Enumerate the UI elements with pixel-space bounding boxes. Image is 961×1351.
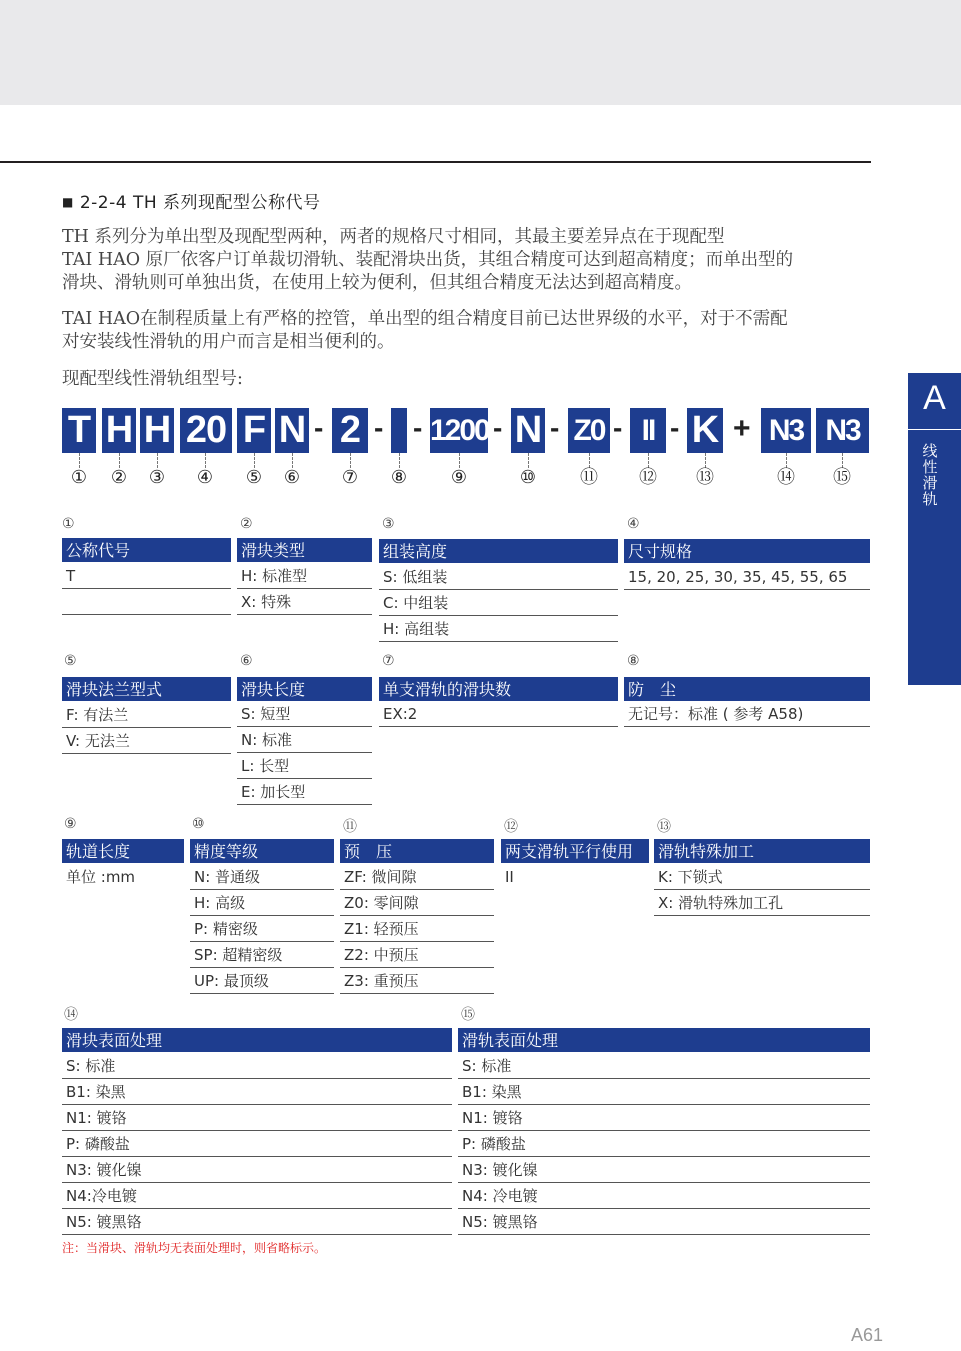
code-index: ⑦: [341, 467, 359, 487]
para-line: TH 系列分为单出型及现配型两种，两者的规格尺寸相同，其最主要差异点在于现配型: [62, 227, 725, 247]
table-header: 公称代号: [62, 537, 231, 562]
connector-line: [205, 453, 207, 468]
connector-line: [705, 453, 707, 468]
table-row: N5: 镀黑铬: [62, 1209, 452, 1235]
table-row: S: 标准: [62, 1053, 452, 1079]
table-row: T: [62, 563, 231, 589]
table-row: H: 高级: [190, 890, 334, 916]
code-index: ④: [196, 467, 214, 487]
table-row: Z2: 中预压: [340, 942, 494, 968]
chapter-char: 轨: [922, 490, 938, 508]
table-header: 防 尘: [624, 676, 870, 701]
code-index: ⑥: [283, 467, 301, 487]
table-number: ⑦: [382, 653, 395, 669]
connector-line: [589, 453, 591, 468]
table-row: S: 短型: [237, 701, 372, 727]
connector-line: [648, 453, 650, 468]
code-box: H: [102, 408, 136, 453]
connector-line: [254, 453, 256, 468]
table-header: 两支滑轨平行使用: [501, 838, 649, 863]
page-number: A61: [851, 1325, 884, 1345]
code-index: ⑮: [833, 467, 851, 487]
code-box: H: [140, 408, 174, 453]
code-index: ⑤: [245, 467, 263, 487]
table-header: 预 压: [340, 838, 494, 863]
table-row: N3: 镀化镍: [62, 1157, 452, 1183]
table-header: 精度等级: [190, 838, 334, 863]
chapter-char: 滑: [922, 474, 938, 492]
table-row: C: 中组装: [379, 590, 618, 616]
table-header: 滑块法兰型式: [62, 676, 231, 701]
quality-paragraph: [62, 308, 882, 354]
table-number: ⑮: [461, 1007, 475, 1023]
table-row: N4: 冷电镀: [458, 1183, 870, 1209]
table-row: UP: 最顶级: [190, 968, 334, 994]
model-label: 现配型线性滑轨组型号:: [62, 369, 243, 389]
table-header: 轨道长度: [62, 838, 184, 863]
table-row: ZF: 微间隙: [340, 864, 494, 890]
table-row: S: 标准: [458, 1053, 870, 1079]
table-number: ③: [382, 516, 395, 532]
table-row: [62, 589, 231, 615]
table-number: ②: [240, 516, 253, 532]
table-row: N1: 镀铬: [458, 1105, 870, 1131]
code-box: [391, 408, 407, 453]
code-box: 1200: [430, 408, 488, 453]
connector-line: [350, 453, 352, 468]
connector-line: [119, 453, 121, 468]
table-row: H: 标准型: [237, 563, 372, 589]
bullet-square-icon: ■: [62, 195, 74, 209]
code-index: ⑨: [450, 467, 468, 487]
table-header: 尺寸规格: [624, 538, 870, 563]
intro-paragraph: [62, 226, 882, 295]
table-number: ⑫: [504, 819, 518, 835]
table-row: H: 高组装: [379, 616, 618, 642]
connector-line: [786, 453, 788, 468]
table-number: ⑥: [240, 653, 253, 669]
code-index: ①: [70, 467, 88, 487]
code-box: 2: [332, 408, 368, 453]
table-row: X: 滑轨特殊加工孔: [654, 890, 870, 916]
table-header: 滑块表面处理: [62, 1027, 452, 1052]
code-index: ⑪: [580, 467, 598, 487]
connector-line: [79, 453, 81, 468]
table-number: ⑬: [657, 819, 671, 835]
code-index: ②: [110, 467, 128, 487]
chapter-divider: [908, 429, 961, 430]
connector-line: [399, 453, 401, 468]
code-box: T: [62, 408, 96, 453]
section-title: [62, 188, 321, 213]
para-line: 对安装线性滑轨的用户而言是相当便利的。: [62, 332, 395, 352]
code-box: K: [687, 408, 723, 453]
code-box: II: [630, 408, 666, 453]
code-dash: -: [670, 412, 680, 443]
connector-line: [292, 453, 294, 468]
table-row: N5: 镀黑铬: [458, 1209, 870, 1235]
code-index: ⑧: [390, 467, 408, 487]
connector-line: [157, 453, 159, 468]
code-box: F: [237, 408, 271, 453]
code-box: Z0: [568, 408, 610, 453]
table-row: N4:冷电镀: [62, 1183, 452, 1209]
table-header: 单支滑轨的滑块数: [379, 676, 618, 701]
table-row: N: 普通级: [190, 864, 334, 890]
para-line: 滑块、滑轨则可单独出货，在使用上较为便利，但其组合精度无法达到超高精度。: [62, 273, 692, 293]
connector-line: [528, 453, 530, 468]
chapter-label: [921, 443, 939, 507]
table-row: Z1: 轻预压: [340, 916, 494, 942]
code-dash: -: [314, 412, 324, 443]
table-row: K: 下锁式: [654, 864, 870, 890]
table-row: N1: 镀铬: [62, 1105, 452, 1131]
code-plus: +: [733, 412, 751, 445]
table-row: P: 磷酸盐: [62, 1131, 452, 1157]
connector-line: [842, 453, 844, 468]
table-number: ⑭: [64, 1007, 78, 1023]
chapter-char: 性: [922, 458, 938, 476]
table-header: 组装高度: [379, 538, 618, 563]
table-row: 15, 20, 25, 30, 35, 45, 55, 65: [624, 564, 870, 590]
table-row: P: 精密级: [190, 916, 334, 942]
chapter-tab[interactable]: [908, 373, 961, 685]
table-number: ⑨: [64, 816, 77, 832]
table-row: E: 加长型: [237, 779, 372, 805]
table-header: 滑轨表面处理: [458, 1027, 870, 1052]
code-box: N: [275, 408, 309, 453]
table-row: X: 特殊: [237, 589, 372, 615]
table-row: B1: 染黑: [62, 1079, 452, 1105]
code-index: ⑩: [519, 467, 537, 487]
table-row: Z0: 零间隙: [340, 890, 494, 916]
chapter-letter: A: [923, 379, 946, 417]
table-header: 滑轨特殊加工: [654, 838, 870, 863]
table-number: ⑧: [627, 653, 640, 669]
code-dash: -: [550, 412, 560, 443]
code-index: ⑬: [696, 467, 714, 487]
table-row: Z3: 重预压: [340, 968, 494, 994]
code-box: N3: [761, 408, 811, 453]
chapter-char: 线: [922, 442, 938, 460]
table-number: ④: [627, 516, 640, 532]
table-row: F: 有法兰: [62, 702, 231, 728]
table-row: 单位 :mm: [66, 868, 136, 886]
code-index: ⑭: [777, 467, 795, 487]
table-row: EX:2: [379, 701, 618, 727]
table-row: N3: 镀化镍: [458, 1157, 870, 1183]
table-row: P: 磷酸盐: [458, 1131, 870, 1157]
section-title-text: 2-2-4 TH 系列现配型公称代号: [79, 193, 321, 213]
connector-line: [459, 453, 461, 468]
table-header: 滑块类型: [237, 537, 372, 562]
header-rule: [0, 161, 871, 163]
table-row: N: 标准: [237, 727, 372, 753]
code-dash: -: [374, 412, 384, 443]
code-index: ⑫: [639, 467, 657, 487]
table-number: ⑪: [343, 819, 357, 835]
header-band: [0, 0, 961, 105]
code-dash: -: [493, 412, 503, 443]
code-dash: -: [613, 412, 623, 443]
table-number: ⑩: [192, 816, 205, 832]
table-number: ⑤: [64, 653, 77, 669]
table-row: SP: 超精密级: [190, 942, 334, 968]
para-line: TAI HAO在制程质量上有严格的控管，单出型的组合精度目前已达世界级的水平，对于不需配: [62, 309, 788, 329]
table-row: V: 无法兰: [62, 728, 231, 754]
code-index: ③: [148, 467, 166, 487]
table-row: L: 长型: [237, 753, 372, 779]
table-header: 滑块长度: [237, 676, 372, 701]
table-row: S: 低组装: [379, 564, 618, 590]
para-line: TAI HAO 原厂依客户订单裁切滑轨、装配滑块出货，其组合精度可达到超高精度；而单出型的: [62, 250, 794, 270]
code-box: N: [511, 408, 545, 453]
code-box: N3: [816, 408, 869, 453]
code-box: 20: [180, 408, 232, 453]
table-number: ①: [62, 516, 75, 532]
table-row: II: [505, 868, 514, 886]
footnote: 注：当滑块、滑轨均无表面处理时，则省略标示。: [62, 1241, 327, 1255]
code-dash: -: [413, 412, 423, 443]
table-row: 无记号：标准 ( 参考 A58): [624, 701, 870, 727]
table-row: B1: 染黑: [458, 1079, 870, 1105]
